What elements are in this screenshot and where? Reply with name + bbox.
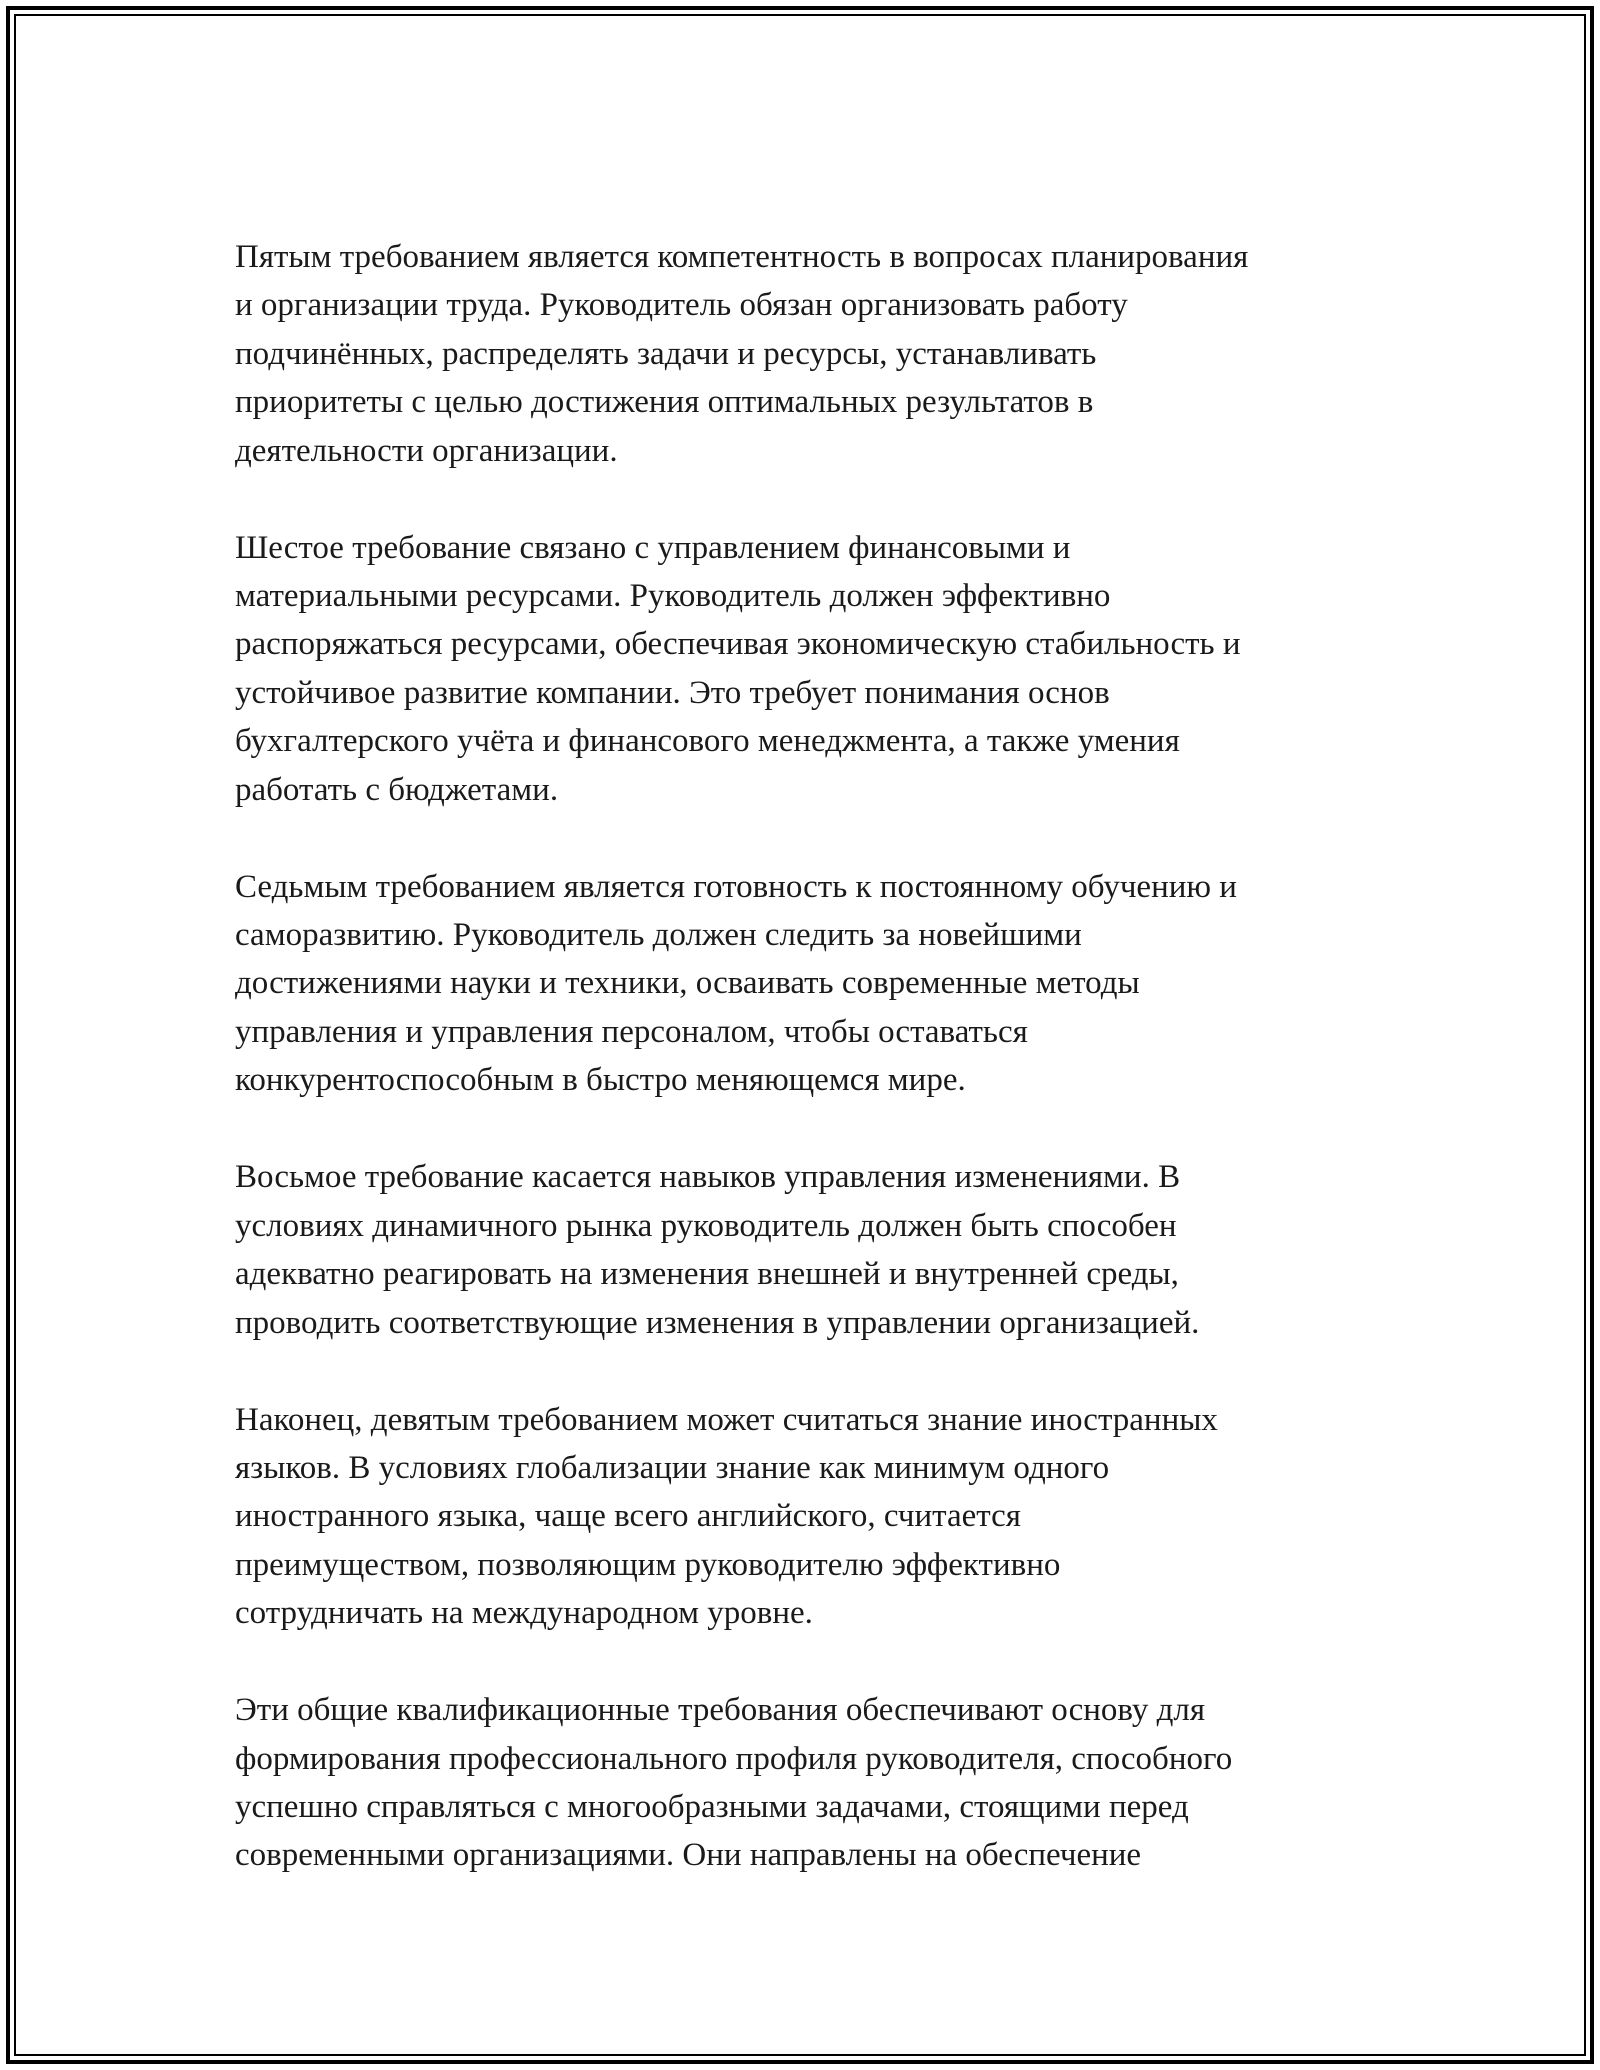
paragraph-fifth-requirement [235, 233, 1395, 475]
text-line: достижениями науки и техники, осваивать современные методы [235, 965, 1140, 1002]
text-line: преимуществом, позволяющим руководителю эффективно [235, 1546, 1061, 1583]
text-line: условиях динамичного рынка руководитель должен быть способен [235, 1207, 1177, 1244]
text-line: проводить соответствующие изменения в управлении организацией. [235, 1304, 1200, 1341]
paragraph-conclusion [235, 1686, 1395, 1880]
text-line: Наконец, девятым требованием может считаться знание иностранных [235, 1401, 1218, 1438]
text-line: саморазвитию. Руководитель должен следить за новейшими [235, 917, 1082, 954]
text-line: формирования профессионального профиля руководителя, способного [235, 1740, 1233, 1777]
text-line: конкурентоспособным в быстро меняющемся мире. [235, 1062, 966, 1099]
text-line: сотрудничать на международном уровне. [235, 1595, 813, 1632]
text-line: языков. В условиях глобализации знание как минимум одного [235, 1449, 1110, 1486]
paragraph-eighth-requirement [235, 1153, 1395, 1347]
text-line: подчинённых, распределять задачи и ресурсы, устанавливать [235, 335, 1097, 372]
text-line: Пятым требованием является компетентность в вопросах планирования [235, 239, 1249, 275]
text-line: деятельности организации. [235, 432, 618, 469]
text-line: распоряжаться ресурсами, обеспечивая экономическую стабильность и [235, 626, 1241, 663]
text-line: и организации труда. Руководитель обязан организовать работу [235, 287, 1128, 324]
text-line: современными организациями. Они направлены на обеспечение [235, 1837, 1142, 1874]
text-line: Седьмым требованием является готовность к постоянному обучению и [235, 868, 1237, 905]
text-line: материальными ресурсами. Руководитель должен эффективно [235, 578, 1111, 615]
text-line: адекватно реагировать на изменения внешней и внутренней среды, [235, 1256, 1179, 1293]
text-line: Шестое требование связано с управлением финансовыми и [235, 529, 1071, 566]
text-line: Эти общие квалификационные требования обеспечивают основу для [235, 1692, 1206, 1729]
text-line: иностранного языка, чаще всего английского, считается [235, 1498, 1021, 1535]
paragraph-ninth-requirement [235, 1396, 1395, 1638]
text-line: приоритеты с целью достижения оптимальных результатов в [235, 384, 1094, 421]
text-line: устойчивое развитие компании. Это требует понимания основ [235, 674, 1110, 711]
paragraph-sixth-requirement [235, 524, 1395, 814]
text-line: успешно справляться с многообразными задачами, стоящими перед [235, 1788, 1189, 1825]
text-line: Восьмое требование касается навыков управления изменениями. В [235, 1159, 1181, 1196]
paragraph-seventh-requirement [235, 863, 1395, 1105]
text-line: управления и управления персоналом, чтобы оставаться [235, 1013, 1028, 1050]
text-line: бухгалтерского учёта и финансового менеджмента, а также умения [235, 723, 1180, 760]
document-body [235, 233, 1395, 1928]
text-line: работать с бюджетами. [235, 771, 559, 808]
